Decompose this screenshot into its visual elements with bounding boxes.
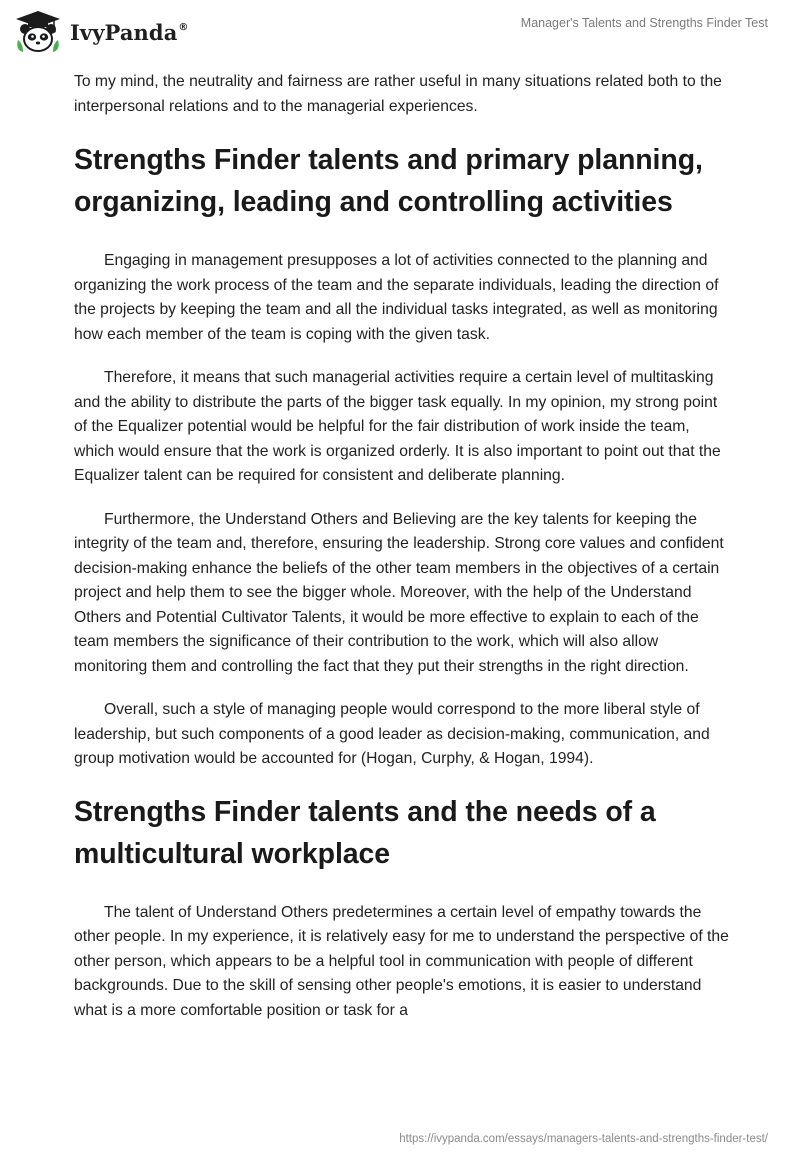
paragraph: Engaging in management presupposes a lot of activities connected to the planning and organizing the work process of the team and the separate individuals, leading the direction of the projects by keeping the team and all the individual tasks integrated, as well as monitoring how each member of the team is coping with the given task. [74,252,719,343]
intro-paragraph: To my mind, the neutrality and fairness are rather useful in many situations related both to the interpersonal relations and to the managerial experiences. [74,73,722,115]
section-heading-multicultural: Strengths Finder talents and the needs of a multicultural workplace [74,795,656,870]
document-title: Manager's Talents and Strengths Finder Test [520,16,768,30]
page-header [0,0,800,66]
panda-graduate-icon [14,10,62,54]
ivypanda-logo[interactable] [14,10,189,54]
brand-name: IvyPanda® [70,19,189,45]
registered-mark: ® [178,21,189,33]
paragraph: Overall, such a style of managing people would correspond to the more liberal style of leadership, but such components of a good leader as decision-making, communication, and group motivation would be accounted for (Hogan, Curphy, & Hogan, 1994). [74,701,710,767]
section-heading-planning: Strengths Finder talents and primary planning, organizing, leading and controlling activities [74,144,703,218]
paragraph: Therefore, it means that such managerial activities require a certain level of multitasking and the ability to distribute the parts of the bigger task equally. In my opinion, my strong point of the Equalizer potential would be helpful for the fair distribution of work inside the team, which would ensure that the work is organized orderly. It is also important to point out that the Equalizer talent can be required for consistent and deliberate planning. [74,369,721,484]
essay-content [74,70,730,1042]
paragraph: The talent of Understand Others predetermines a certain level of empathy towards the other people. In my experience, it is relatively easy for me to understand the perspective of the other person, which appears to be a helpful tool in communication with people of different backgrounds. Due to the skill of sensing other people's emotions, it is easier to understand what is a more comfortable position or task for a [74,903,729,1019]
source-url[interactable]: https://ivypanda.com/essays/managers-talents-and-strengths-finder-test/ [399,1133,768,1145]
paragraph: Furthermore, the Understand Others and Believing are the key talents for keeping the integrity of the team and, therefore, ensuring the leadership. Strong core values and confident decision-making enhance the beliefs of the other team members in the objectives of a certain project and help them to see the bigger whole. Moreover, with the help of the Understand Others and Potential Cultivator Talents, it would be more effective to explain to each of the team members the significance of their contribution to the work, which will also allow monitoring them and controlling the fact that they put their strengths in the right direction. [74,510,724,675]
